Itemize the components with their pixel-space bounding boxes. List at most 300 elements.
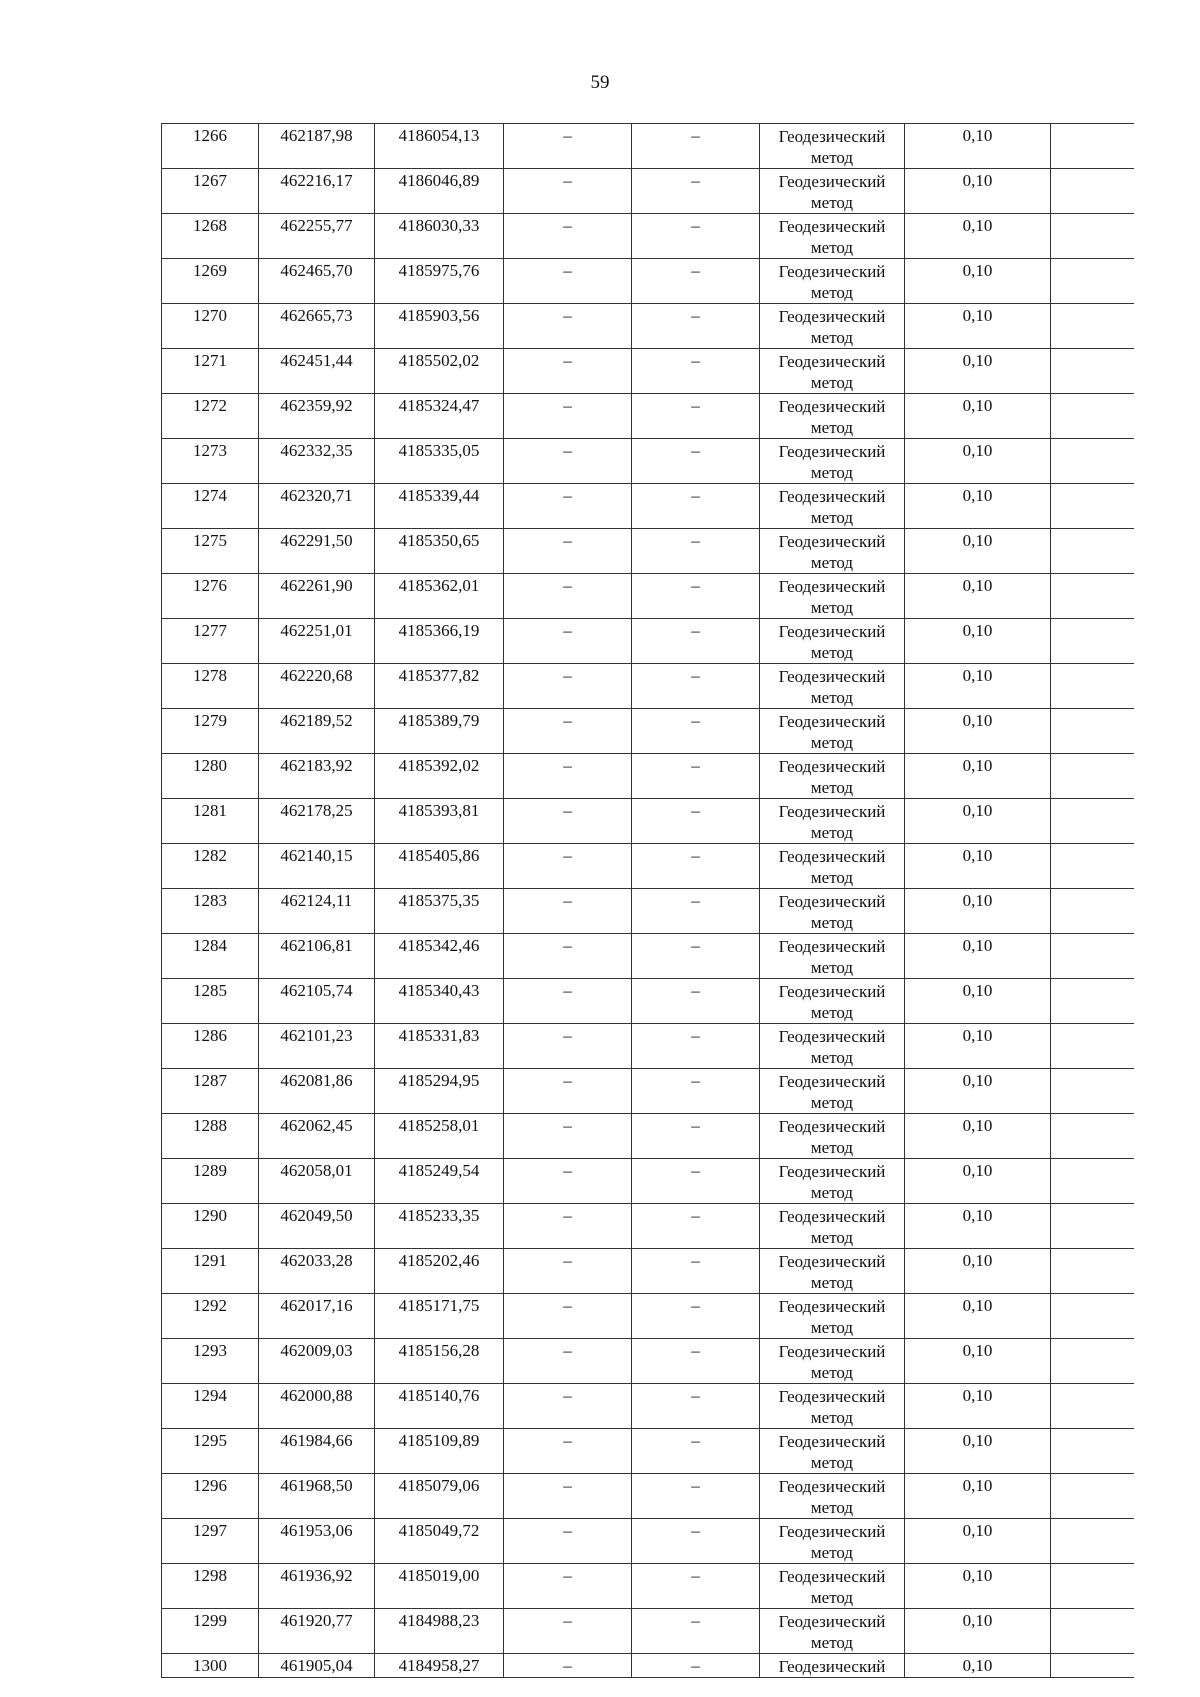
- cell-text: –: [691, 801, 700, 820]
- dash-cell-2: [632, 1384, 760, 1429]
- extra-cell: [1051, 1249, 1135, 1294]
- accuracy-cell: [905, 1564, 1051, 1609]
- extra-cell: [1051, 214, 1135, 259]
- y-coordinate-cell: [375, 529, 504, 574]
- x-coordinate-cell: [259, 1339, 375, 1384]
- dash-cell-1: [504, 799, 632, 844]
- table-row: [162, 349, 1135, 394]
- cell-text: –: [691, 891, 700, 910]
- table-row: [162, 259, 1135, 304]
- y-coordinate-cell: [375, 1339, 504, 1384]
- extra-cell: [1051, 394, 1135, 439]
- x-coordinate-cell: [259, 1249, 375, 1294]
- cell-text: –: [563, 711, 572, 730]
- x-coordinate-cell: [259, 484, 375, 529]
- extra-cell: [1051, 1114, 1135, 1159]
- point-number-cell: [162, 1294, 259, 1339]
- x-coordinate-cell: [259, 799, 375, 844]
- accuracy-cell: [905, 214, 1051, 259]
- cell-text: 0,10: [962, 801, 993, 820]
- cell-text: –: [691, 1476, 700, 1495]
- cell-text: Геодезический: [778, 1657, 886, 1676]
- extra-cell: [1051, 349, 1135, 394]
- point-number-cell: [162, 619, 259, 664]
- y-coordinate-cell: [375, 214, 504, 259]
- cell-text: –: [563, 621, 572, 640]
- table-row: [162, 1384, 1135, 1429]
- x-coordinate-cell: [259, 979, 375, 1024]
- cell-text: 462140,15: [280, 846, 353, 865]
- extra-cell: [1051, 124, 1135, 169]
- dash-cell-1: [504, 1654, 632, 1678]
- point-number-cell: [162, 1474, 259, 1519]
- cell-text: 1299: [193, 1611, 227, 1630]
- cell-text: 462359,92: [280, 396, 353, 415]
- point-number-cell: [162, 1429, 259, 1474]
- cell-text: 0,10: [962, 126, 993, 145]
- cell-text: Геодезический метод: [778, 1522, 886, 1562]
- extra-cell: [1051, 1024, 1135, 1069]
- point-number-cell: [162, 1024, 259, 1069]
- method-cell: [760, 394, 905, 439]
- cell-text: –: [563, 756, 572, 775]
- cell-text: –: [563, 1116, 572, 1135]
- y-coordinate-cell: [375, 1294, 504, 1339]
- accuracy-cell: [905, 124, 1051, 169]
- method-cell: [760, 574, 905, 619]
- cell-text: –: [691, 846, 700, 865]
- extra-cell: [1051, 889, 1135, 934]
- cell-text: 1271: [193, 351, 227, 370]
- cell-text: 1275: [193, 531, 227, 550]
- cell-text: 462465,70: [280, 261, 353, 280]
- x-coordinate-cell: [259, 394, 375, 439]
- x-coordinate-cell: [259, 844, 375, 889]
- cell-text: –: [691, 1431, 700, 1450]
- table-row: [162, 439, 1135, 484]
- accuracy-cell: [905, 169, 1051, 214]
- dash-cell-2: [632, 889, 760, 934]
- cell-text: 4185377,82: [398, 666, 480, 685]
- dash-cell-2: [632, 574, 760, 619]
- point-number-cell: [162, 754, 259, 799]
- point-number-cell: [162, 799, 259, 844]
- table-row: [162, 1069, 1135, 1114]
- cell-text: –: [563, 981, 572, 1000]
- cell-text: Геодезический метод: [778, 802, 886, 842]
- table-row: [162, 1654, 1135, 1678]
- method-cell: [760, 1654, 905, 1678]
- cell-text: 462320,71: [280, 486, 353, 505]
- cell-text: 1293: [193, 1341, 227, 1360]
- accuracy-cell: [905, 1024, 1051, 1069]
- x-coordinate-cell: [259, 709, 375, 754]
- method-cell: [760, 1474, 905, 1519]
- accuracy-cell: [905, 439, 1051, 484]
- cell-text: 462049,50: [280, 1206, 353, 1225]
- cell-text: 1278: [193, 666, 227, 685]
- cell-text: –: [691, 1071, 700, 1090]
- accuracy-cell: [905, 574, 1051, 619]
- cell-text: –: [691, 1026, 700, 1045]
- cell-text: 0,10: [962, 351, 993, 370]
- cell-text: 1290: [193, 1206, 227, 1225]
- cell-text: [1051, 1069, 1134, 1071]
- cell-text: 1284: [193, 936, 227, 955]
- dash-cell-2: [632, 169, 760, 214]
- x-coordinate-cell: [259, 664, 375, 709]
- cell-text: –: [563, 1656, 572, 1675]
- point-number-cell: [162, 349, 259, 394]
- cell-text: 0,10: [962, 441, 993, 460]
- method-cell: [760, 889, 905, 934]
- point-number-cell: [162, 169, 259, 214]
- y-coordinate-cell: [375, 574, 504, 619]
- dash-cell-1: [504, 574, 632, 619]
- point-number-cell: [162, 214, 259, 259]
- cell-text: 1295: [193, 1431, 227, 1450]
- point-number-cell: [162, 394, 259, 439]
- cell-text: 1283: [193, 891, 227, 910]
- dash-cell-2: [632, 124, 760, 169]
- method-cell: [760, 124, 905, 169]
- cell-text: –: [563, 216, 572, 235]
- cell-text: Геодезический метод: [778, 1612, 886, 1652]
- cell-text: 0,10: [962, 1566, 993, 1585]
- cell-text: –: [563, 1386, 572, 1405]
- extra-cell: [1051, 1519, 1135, 1564]
- cell-text: 1273: [193, 441, 227, 460]
- cell-text: 1288: [193, 1116, 227, 1135]
- cell-text: 462187,98: [280, 126, 353, 145]
- cell-text: 1286: [193, 1026, 227, 1045]
- cell-text: 1300: [193, 1656, 227, 1675]
- y-coordinate-cell: [375, 349, 504, 394]
- cell-text: 461953,06: [280, 1521, 353, 1540]
- x-coordinate-cell: [259, 304, 375, 349]
- cell-text: –: [563, 1206, 572, 1225]
- cell-text: [1051, 709, 1134, 711]
- dash-cell-2: [632, 619, 760, 664]
- cell-text: 4185392,02: [398, 756, 480, 775]
- extra-cell: [1051, 304, 1135, 349]
- accuracy-cell: [905, 979, 1051, 1024]
- extra-cell: [1051, 664, 1135, 709]
- cell-text: 462124,11: [280, 891, 353, 910]
- cell-text: 1267: [193, 171, 227, 190]
- x-coordinate-cell: [259, 169, 375, 214]
- y-coordinate-cell: [375, 484, 504, 529]
- cell-text: 462106,81: [280, 936, 353, 955]
- cell-text: 1276: [193, 576, 227, 595]
- extra-cell: [1051, 1204, 1135, 1249]
- cell-text: 462033,28: [280, 1251, 353, 1270]
- cell-text: 0,10: [962, 1656, 993, 1675]
- accuracy-cell: [905, 1159, 1051, 1204]
- cell-text: Геодезический метод: [778, 1477, 886, 1517]
- y-coordinate-cell: [375, 1024, 504, 1069]
- dash-cell-2: [632, 1339, 760, 1384]
- method-cell: [760, 1339, 905, 1384]
- cell-text: 4185079,06: [398, 1476, 480, 1495]
- accuracy-cell: [905, 1069, 1051, 1114]
- cell-text: 4185405,86: [398, 846, 480, 865]
- cell-text: 0,10: [962, 621, 993, 640]
- cell-text: Геодезический метод: [778, 1387, 886, 1427]
- dash-cell-1: [504, 1429, 632, 1474]
- method-cell: [760, 1024, 905, 1069]
- method-cell: [760, 304, 905, 349]
- cell-text: 4185233,35: [398, 1206, 480, 1225]
- cell-text: Геодезический метод: [778, 1117, 886, 1157]
- extra-cell: [1051, 1654, 1135, 1678]
- x-coordinate-cell: [259, 1384, 375, 1429]
- point-number-cell: [162, 1519, 259, 1564]
- accuracy-cell: [905, 1474, 1051, 1519]
- cell-text: Геодезический метод: [778, 622, 886, 662]
- method-cell: [760, 664, 905, 709]
- table-row: [162, 979, 1135, 1024]
- cell-text: 1279: [193, 711, 227, 730]
- dash-cell-2: [632, 484, 760, 529]
- table-row: [162, 1339, 1135, 1384]
- cell-text: –: [691, 441, 700, 460]
- x-coordinate-cell: [259, 574, 375, 619]
- cell-text: 461968,50: [280, 1476, 353, 1495]
- table-row: [162, 1294, 1135, 1339]
- cell-text: 4185903,56: [398, 306, 480, 325]
- cell-text: Геодезический метод: [778, 262, 886, 302]
- x-coordinate-cell: [259, 1204, 375, 1249]
- dash-cell-1: [504, 889, 632, 934]
- cell-text: 0,10: [962, 1341, 993, 1360]
- cell-text: [1051, 529, 1134, 531]
- dash-cell-1: [504, 664, 632, 709]
- cell-text: [1051, 1474, 1134, 1476]
- cell-text: 0,10: [962, 1611, 993, 1630]
- y-coordinate-cell: [375, 664, 504, 709]
- cell-text: [1051, 1294, 1134, 1296]
- dash-cell-2: [632, 439, 760, 484]
- cell-text: 1266: [193, 126, 227, 145]
- y-coordinate-cell: [375, 1204, 504, 1249]
- method-cell: [760, 709, 905, 754]
- cell-text: –: [691, 486, 700, 505]
- dash-cell-1: [504, 259, 632, 304]
- cell-text: –: [691, 1386, 700, 1405]
- x-coordinate-cell: [259, 1114, 375, 1159]
- point-number-cell: [162, 1159, 259, 1204]
- cell-text: 462062,45: [280, 1116, 353, 1135]
- cell-text: 1285: [193, 981, 227, 1000]
- cell-text: [1051, 754, 1134, 756]
- table-row: [162, 664, 1135, 709]
- accuracy-cell: [905, 934, 1051, 979]
- accuracy-cell: [905, 394, 1051, 439]
- cell-text: –: [563, 1071, 572, 1090]
- accuracy-cell: [905, 349, 1051, 394]
- cell-text: 462189,52: [280, 711, 353, 730]
- extra-cell: [1051, 1339, 1135, 1384]
- x-coordinate-cell: [259, 754, 375, 799]
- cell-text: 4185975,76: [398, 261, 480, 280]
- dash-cell-2: [632, 1474, 760, 1519]
- method-cell: [760, 259, 905, 304]
- cell-text: Геодезический метод: [778, 1027, 886, 1067]
- x-coordinate-cell: [259, 1564, 375, 1609]
- table-row: [162, 1474, 1135, 1519]
- cell-text: 1298: [193, 1566, 227, 1585]
- cell-text: [1051, 259, 1134, 261]
- cell-text: [1051, 1654, 1134, 1656]
- dash-cell-2: [632, 259, 760, 304]
- cell-text: –: [563, 1296, 572, 1315]
- cell-text: 4185335,05: [398, 441, 480, 460]
- point-number-cell: [162, 1069, 259, 1114]
- extra-cell: [1051, 1474, 1135, 1519]
- cell-text: –: [691, 1116, 700, 1135]
- cell-text: 1296: [193, 1476, 227, 1495]
- table-row: [162, 799, 1135, 844]
- y-coordinate-cell: [375, 259, 504, 304]
- dash-cell-1: [504, 1519, 632, 1564]
- extra-cell: [1051, 844, 1135, 889]
- cell-text: 4185249,54: [398, 1161, 480, 1180]
- cell-text: Геодезический метод: [778, 352, 886, 392]
- cell-text: –: [691, 171, 700, 190]
- extra-cell: [1051, 979, 1135, 1024]
- cell-text: 0,10: [962, 216, 993, 235]
- dash-cell-2: [632, 1069, 760, 1114]
- cell-text: 4185362,01: [398, 576, 480, 595]
- cell-text: –: [691, 666, 700, 685]
- cell-text: Геодезический метод: [778, 172, 886, 212]
- point-number-cell: [162, 1339, 259, 1384]
- y-coordinate-cell: [375, 169, 504, 214]
- cell-text: –: [691, 396, 700, 415]
- dash-cell-1: [504, 529, 632, 574]
- table-row: [162, 1429, 1135, 1474]
- cell-text: 462665,73: [280, 306, 353, 325]
- point-number-cell: [162, 484, 259, 529]
- method-cell: [760, 1114, 905, 1159]
- extra-cell: [1051, 439, 1135, 484]
- cell-text: [1051, 844, 1134, 846]
- y-coordinate-cell: [375, 394, 504, 439]
- dash-cell-1: [504, 1069, 632, 1114]
- x-coordinate-cell: [259, 529, 375, 574]
- extra-cell: [1051, 259, 1135, 304]
- dash-cell-1: [504, 394, 632, 439]
- cell-text: –: [563, 846, 572, 865]
- cell-text: [1051, 214, 1134, 216]
- cell-text: Геодезический метод: [778, 442, 886, 482]
- table-row: [162, 529, 1135, 574]
- cell-text: Геодезический метод: [778, 1207, 886, 1247]
- accuracy-cell: [905, 304, 1051, 349]
- dash-cell-2: [632, 1114, 760, 1159]
- cell-text: [1051, 349, 1134, 351]
- cell-text: Геодезический метод: [778, 127, 886, 167]
- method-cell: [760, 439, 905, 484]
- accuracy-cell: [905, 1609, 1051, 1654]
- cell-text: Геодезический метод: [778, 712, 886, 752]
- x-coordinate-cell: [259, 1069, 375, 1114]
- cell-text: [1051, 979, 1134, 981]
- dash-cell-1: [504, 844, 632, 889]
- dash-cell-2: [632, 979, 760, 1024]
- cell-text: 4185019,00: [398, 1566, 480, 1585]
- cell-text: –: [563, 1026, 572, 1045]
- cell-text: –: [563, 351, 572, 370]
- method-cell: [760, 349, 905, 394]
- dash-cell-2: [632, 1654, 760, 1678]
- cell-text: 4186046,89: [398, 171, 480, 190]
- cell-text: [1051, 1339, 1134, 1341]
- cell-text: 462255,77: [280, 216, 353, 235]
- y-coordinate-cell: [375, 1519, 504, 1564]
- dash-cell-2: [632, 1519, 760, 1564]
- extra-cell: [1051, 799, 1135, 844]
- point-number-cell: [162, 574, 259, 619]
- cell-text: [1051, 1249, 1134, 1251]
- dash-cell-1: [504, 1204, 632, 1249]
- table-row: [162, 1204, 1135, 1249]
- x-coordinate-cell: [259, 1429, 375, 1474]
- cell-text: 461936,92: [280, 1566, 353, 1585]
- x-coordinate-cell: [259, 934, 375, 979]
- cell-text: 0,10: [962, 531, 993, 550]
- y-coordinate-cell: [375, 1249, 504, 1294]
- cell-text: Геодезический метод: [778, 307, 886, 347]
- cell-text: –: [563, 1566, 572, 1585]
- cell-text: –: [563, 531, 572, 550]
- cell-text: –: [691, 1296, 700, 1315]
- table-row: [162, 709, 1135, 754]
- method-cell: [760, 1609, 905, 1654]
- dash-cell-1: [504, 1114, 632, 1159]
- cell-text: 0,10: [962, 1296, 993, 1315]
- cell-text: –: [691, 1521, 700, 1540]
- accuracy-cell: [905, 1204, 1051, 1249]
- cell-text: 4186054,13: [398, 126, 480, 145]
- dash-cell-1: [504, 1339, 632, 1384]
- extra-cell: [1051, 1384, 1135, 1429]
- y-coordinate-cell: [375, 1159, 504, 1204]
- cell-text: –: [691, 1341, 700, 1360]
- point-number-cell: [162, 304, 259, 349]
- cell-text: –: [691, 306, 700, 325]
- cell-text: 1282: [193, 846, 227, 865]
- method-cell: [760, 799, 905, 844]
- cell-text: [1051, 1159, 1134, 1161]
- cell-text: 462009,03: [280, 1341, 353, 1360]
- cell-text: 462058,01: [280, 1161, 353, 1180]
- accuracy-cell: [905, 259, 1051, 304]
- cell-text: Геодезический метод: [778, 1252, 886, 1292]
- point-number-cell: [162, 124, 259, 169]
- cell-text: 4185339,44: [398, 486, 480, 505]
- cell-text: 4184958,27: [398, 1656, 480, 1675]
- cell-text: –: [691, 1656, 700, 1675]
- cell-text: –: [563, 171, 572, 190]
- method-cell: [760, 754, 905, 799]
- x-coordinate-cell: [259, 1609, 375, 1654]
- cell-text: –: [691, 1251, 700, 1270]
- point-number-cell: [162, 889, 259, 934]
- x-coordinate-cell: [259, 1654, 375, 1678]
- dash-cell-1: [504, 934, 632, 979]
